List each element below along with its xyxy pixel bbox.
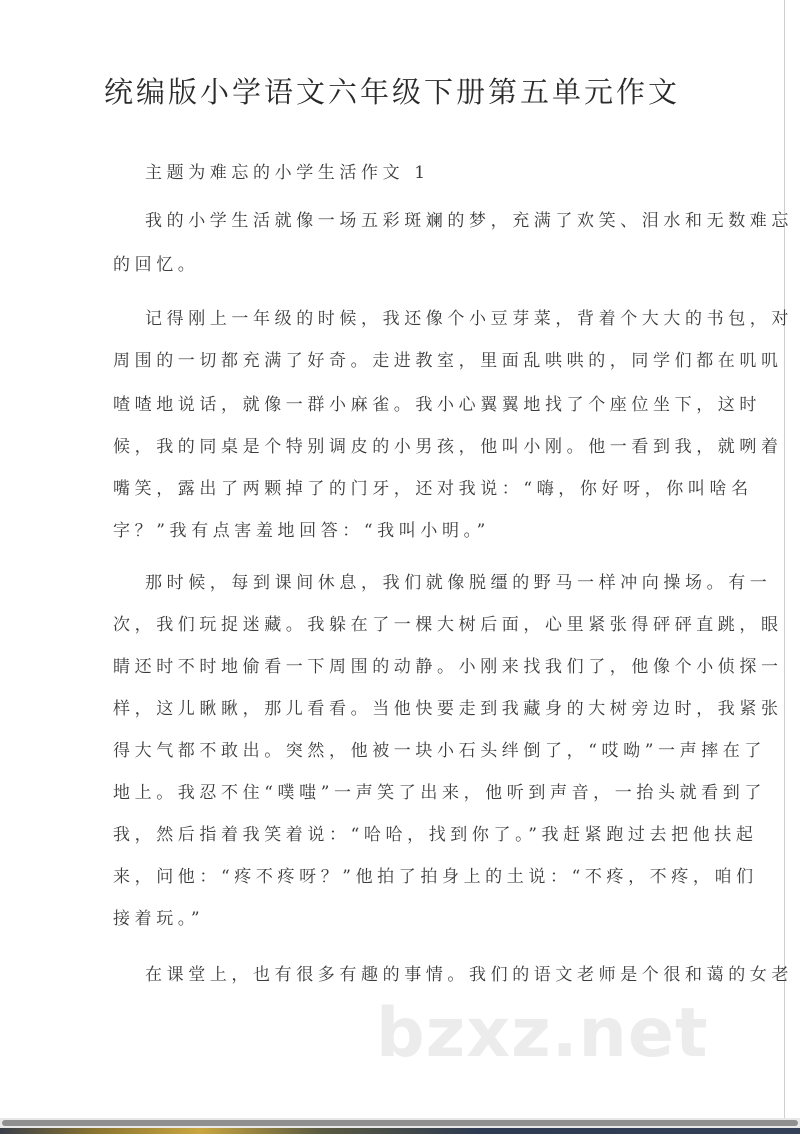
paragraph-4-line: 在课堂上，也有很多有趣的事情。我们的语文老师是个很和蔼的女老 (145, 965, 793, 985)
document-title: 统编版小学语文六年级下册第五单元作文 (103, 75, 680, 109)
paragraph-3-line: 样，这儿瞅瞅，那儿看看。当他快要走到我藏身的大树旁边时，我紧张 (113, 699, 783, 719)
paragraph-3-line: 得大气都不敢出。突然，他被一块小石头绊倒了，“哎呦”一声摔在了 (113, 741, 766, 761)
paragraph-1-line: 我的小学生活就像一场五彩斑斓的梦，充满了欢笑、泪水和无数难忘 (145, 211, 793, 231)
paragraph-3-line: 睛还时不时地偷看一下周围的动静。小刚来找我们了，他像个小侦探一 (113, 657, 783, 677)
desktop-strip (0, 1128, 800, 1134)
paragraph-2-line: 字？”我有点害羞地回答：“我叫小明。” (113, 521, 490, 541)
paragraph-2-line: 记得刚上一年级的时候，我还像个小豆芽菜，背着个大大的书包，对 (145, 309, 793, 329)
paragraph-3-line: 次，我们玩捉迷藏。我躲在了一棵大树后面，心里紧张得砰砰直跳，眼 (113, 615, 783, 635)
paragraph-3-line: 地上。我忍不住“噗嗤”一声笑了出来，他听到声音，一抬头就看到了 (113, 783, 766, 803)
scrollbar-thumb[interactable] (2, 1120, 798, 1126)
horizontal-scrollbar[interactable] (0, 1118, 800, 1128)
paragraph-3-line: 接着玩。” (113, 909, 205, 929)
paragraph-1-line: 的回忆。 (113, 255, 200, 275)
paragraph-3-line: 那时候，每到课间休息，我们就像脱缰的野马一样冲向操场。有一 (145, 573, 772, 593)
paragraph-2-line: 嘴笑，露出了两颗掉了的门牙，还对我说：“嗨，你好呀，你叫啥名 (113, 479, 753, 499)
watermark-logo: bzxz.net (376, 994, 709, 1073)
paragraph-3-line: 来，问他：“疼不疼呀？”他拍了拍身上的土说：“不疼，不疼，咱们 (113, 867, 758, 887)
paragraph-3-line: 我，然后指着我笑着说：“哈哈，找到你了。”我赶紧跑过去把他扶起 (113, 825, 758, 845)
paragraph-2-line: 候，我的同桌是个特别调皮的小男孩，他叫小刚。他一看到我，就咧着 (113, 437, 783, 457)
paragraph-2-line: 周围的一切都充满了好奇。走进教室，里面乱哄哄的，同学们都在叽叽 (113, 351, 783, 371)
document-subtitle: 主题为难忘的小学生活作文 1 (145, 163, 430, 183)
paragraph-2-line: 喳喳地说话，就像一群小麻雀。我小心翼翼地找了个座位坐下，这时 (113, 395, 761, 415)
